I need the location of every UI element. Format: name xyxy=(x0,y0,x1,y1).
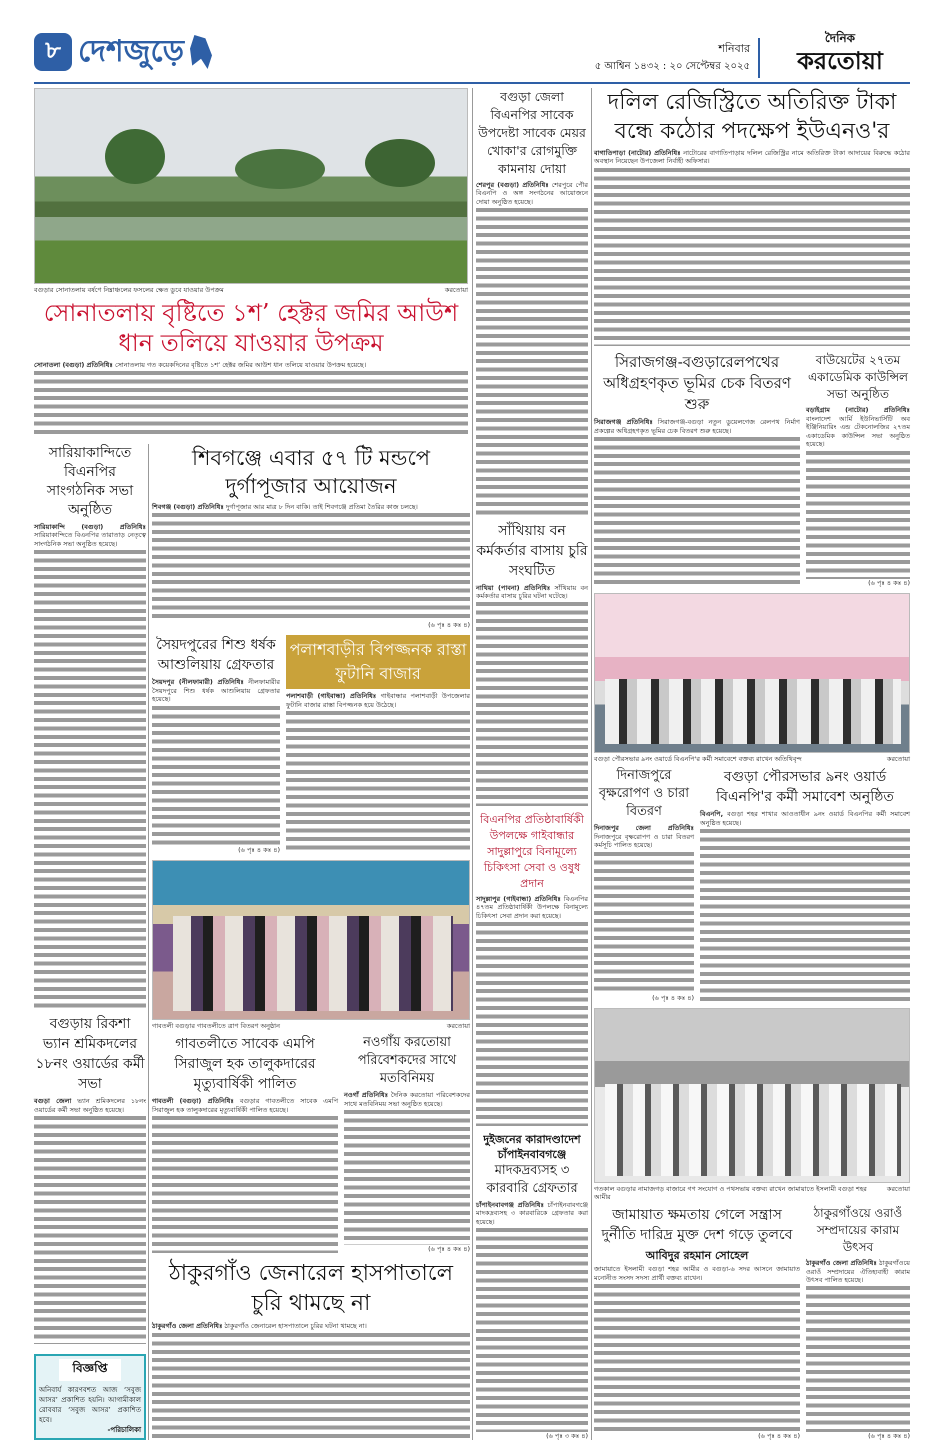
kicker: দুইজনের কারাদণ্ডাদেশ xyxy=(483,1132,581,1146)
headline: শিবগঞ্জে এবার ৫৭ টি মন্ডপে দুর্গাপূজার আয়োজন xyxy=(191,446,431,498)
article-body xyxy=(700,810,910,827)
article-text: নাটোরের বাগাতিপাড়ায় দলিল রেজিস্ট্রির নামে অতিরিক্ত টাকা আদায়ের বিরুদ্ধে কঠোর অবস্থান নিয়েছেন উপজেলা নির্বাহী অফিসার। xyxy=(594,149,910,166)
section-title: দেশজুড়ে xyxy=(78,33,184,69)
article-body xyxy=(476,181,588,206)
meeting-photo xyxy=(594,593,910,753)
headline: সাঁথিয়ায় বন কর্মকর্তার বাসায় চুরি সংঘটিত xyxy=(476,522,588,579)
article-body xyxy=(286,692,470,709)
continued: (৬ পৃঃ ৪ কঃ ৪) xyxy=(652,993,694,1002)
headline: বিএনপির প্রতিষ্ঠাবার্ষিকী উপলক্ষে গাইবান্ধার সাদুল্লাপুরে বিনামূল্যে চিকিৎসা সেবা ও ওষুধ প্রদান xyxy=(480,812,584,890)
headline: সারিয়াকান্দিতে বিএনপির সাংগঠনিক সভা অনুষ্ঠিত xyxy=(46,445,134,518)
headline: সৈয়দপুরের শিশু ধর্ষক আশুলিয়ায় গ্রেফতার xyxy=(156,637,276,674)
article-text: বগুড়া শহর শাখার আওতাধীন ৯নং ওয়ার্ড বিএনপির কর্মী সমাবেশ অনুষ্ঠিত হয়েছে। xyxy=(700,810,911,827)
article-text: বিএনপির ৪৭তম প্রতিষ্ঠাবার্ষিকী উপলক্ষে বিনামূল্যে চিকিৎসা সেবা প্রদান করা হয়েছে। xyxy=(476,894,588,920)
dateline: বড়াইগ্রাম (নাটোর) প্রতিনিধিঃ xyxy=(806,406,910,415)
dateline: সারিয়াকান্দি (বগুড়া) প্রতিনিধিঃ xyxy=(34,523,146,531)
article-body xyxy=(152,1097,338,1114)
article-text: চাঁপাইনবাবগঞ্জে মাদকদ্রব্যসহ ৩ কারবারিকে গ্রেফতার করা হয়েছে। xyxy=(476,1200,588,1226)
headline: বগুড়া জেলা বিএনপির সাবেক উপদেষ্টা সাবেক মেয়র খোকা'র রোগমুক্তি কামনায় দোয়া xyxy=(478,89,586,176)
article-body xyxy=(594,149,910,166)
article-text: শেরপুরে পৌর বিএনপি ও অঙ্গ সংগঠনের আয়োজনে দোয়া অনুষ্ঠিত হয়েছে। xyxy=(476,181,588,206)
continued: (৬ পৃঃ ৪ কঃ ৪) xyxy=(428,1244,470,1253)
headline: নওগাঁয় করতোয়া পরিবেশকদের সাথে মতবিনিময় xyxy=(357,1035,457,1087)
headline: বাউয়েটের ২৭তম একাডেমিক কাউন্সিল সভা অনুষ্ঠিত xyxy=(807,353,908,402)
headline: দলিল রেজিস্ট্রিতে অতিরিক্ত টাকা বন্ধে কঠোর পদক্ষেপ ইউএনও'র xyxy=(607,90,897,144)
rally-photo xyxy=(594,1008,910,1183)
article-body xyxy=(34,361,468,369)
paper-logo xyxy=(770,30,910,76)
dateline: বাগাতিপাড়া (নাটোর) প্রতিনিধিঃ xyxy=(594,149,681,157)
headline: গাবতলীতে সাবেক এমপি সিরাজুল হক তালুকদারের মৃত্যুবার্ষিকী পালিত xyxy=(174,1036,316,1093)
article-body xyxy=(476,895,588,920)
paper-logo-small: দৈনিক xyxy=(824,31,856,45)
dateline: চাঁপাইনবাবগঞ্জ প্রতিনিধিঃ xyxy=(476,1200,544,1209)
headline: বগুড়া পৌরসভার ৯নং ওয়ার্ড বিএনপি'র কর্মী সমাবেশ অনুষ্ঠিত xyxy=(716,769,894,806)
article-body xyxy=(594,824,694,849)
photo-credit: করতোয়া xyxy=(886,755,910,764)
notice-title: বিজ্ঞপ্তি xyxy=(59,1359,121,1381)
article-text: গাইবান্ধার পলাশবাড়ী উপজেলার ফুটানি বাজার রাস্তা বিপজ্জনক হয়ে উঠেছে। xyxy=(286,692,470,709)
article-body xyxy=(34,523,146,548)
section-logo xyxy=(34,30,212,74)
kicker: চাঁপাইনবাবগঞ্জে xyxy=(497,1147,567,1161)
dateline: দিনাজপুর জেলা প্রতিনিধিঃ xyxy=(594,824,694,833)
dateline: শিবগঞ্জ (বগুড়া) প্রতিনিধিঃ xyxy=(152,503,224,511)
article-body xyxy=(806,406,910,448)
article-text: সিরাজগঞ্জ-বগুড়া নতুন ডুয়েলগেজ রেলপথ নির্মাণ প্রকল্পের অধিগ্রহণকৃত ভূমির চেক বিতরণ শুরু হয়েছে। xyxy=(594,418,800,435)
photo-credit: করতোয়া xyxy=(446,1022,470,1031)
dateline: ঠাকুরগাঁও জেলা প্রতিনিধিঃ xyxy=(806,1259,877,1268)
column-rule xyxy=(148,444,149,1440)
headline: মাদকদ্রব্যসহ ৩ কারবারি গ্রেফতার xyxy=(486,1162,578,1196)
article-text: ঠাকুরগাঁও জেনারেল হাসপাতালে চুরির ঘটনা থামছে না। xyxy=(224,1322,367,1331)
article-text: বাংলাদেশ আর্মি ইউনিভার্সিটি অব ইঞ্জিনিয়ারিং এন্ড টেকনোলজির ২৭তম একাডেমিক কাউন্সিল সভা অনুষ্ঠিত হয়েছে। xyxy=(806,414,910,449)
dateline: সৈয়দপুর (নীলফামারী) প্রতিনিধিঃ xyxy=(152,678,244,687)
article-text: সোনাতলায় গত কয়েকদিনের বৃষ্টিতে ১শ’ হেক্টর জমির আউশ ধান তলিয়ে যাওয়ার উপক্রম হয়েছে। xyxy=(114,361,367,369)
headline-box: পলাশবাড়ীর বিপজ্জনক রাস্তা ফুটানি বাজার xyxy=(286,635,470,689)
bangladesh-map-icon xyxy=(190,35,212,69)
dateline: ঠাকুরগাঁও জেলা প্রতিনিধিঃ xyxy=(152,1322,223,1331)
dateline: বিএনপি, xyxy=(700,810,724,819)
paper-logo-big: করতোয়া xyxy=(797,47,883,75)
article-body xyxy=(344,1091,470,1108)
article-body xyxy=(152,678,280,703)
article-text: বগুড়ার গাবতলীতে সাবেক এমপি সিরাজুল হক তালুকদারের মৃত্যুবার্ষিকী পালিত হয়েছে। xyxy=(152,1097,339,1114)
continued: (৬ পৃঃ ৪ কঃ ৪) xyxy=(868,578,910,587)
dateline: বগুড়া জেলা xyxy=(34,1097,72,1106)
photo-credit: করতোয়া xyxy=(444,286,468,294)
continued: (৬ পৃঃ ৩ কঃ ৪) xyxy=(546,1431,588,1440)
headline: সোনাতলায় বৃষ্টিতে ১শ’ হেক্টর জমির আউশ ধান তলিয়ে যাওয়ার উপক্রম xyxy=(43,299,459,357)
article-body xyxy=(152,503,470,511)
article-body xyxy=(594,418,800,435)
photo-caption: বগুড়ার সোনাতলায় বর্ষণে নিম্নাঞ্চলের ফসলের ক্ষেত ডুবে যাওয়ার উপক্রম xyxy=(34,286,224,294)
photo-caption: গতকাল বগুড়ার নামাজগড় বাজারে গণ সংযোগ ও পথসভায় বক্তব্য রাখেন জামায়াতে ইসলামী বগুড়া শহর আমীর xyxy=(594,1185,867,1202)
article-body xyxy=(152,1322,470,1330)
flooded-field-photo xyxy=(34,88,468,284)
page-number-badge: ৮ xyxy=(34,33,72,71)
article-body xyxy=(476,584,588,601)
dateline: গাবতলী (বগুড়া) প্রতিনিধিঃ xyxy=(152,1097,234,1106)
continued: (৬ পৃঃ ৪ কঃ ৪) xyxy=(868,1431,910,1440)
divider xyxy=(758,38,760,78)
article-text: দুর্গাপূজার আর মাত্র ৮ দিন বাকি। তাই শিবগঞ্জে প্রতিমা তৈরির কাজ চলছে। xyxy=(225,503,418,511)
header-rule xyxy=(34,82,910,84)
headline: বগুড়ায় রিকশা ভ্যান শ্রমিকদলের ১৮নং ওয়ার্ডের কর্মী সভা xyxy=(35,1016,145,1093)
dateline: পলাশবাড়ী (গাইবান্ধা) প্রতিনিধিঃ xyxy=(286,692,377,701)
dateline: সাদুল্লাপুর (গাইবান্ধা) প্রতিনিধিঃ xyxy=(476,894,561,903)
article-text: দৈনিক করতোয়া পরিবেশকদের সাথে মতবিনিময় সভা অনুষ্ঠিত হয়েছে। xyxy=(344,1091,470,1108)
article-body xyxy=(476,1201,588,1226)
column-rule xyxy=(591,88,592,1440)
day: শনিবার xyxy=(718,42,750,55)
article-body xyxy=(806,1259,910,1284)
photo-credit: করতোয়া xyxy=(886,1185,910,1194)
dateline: সিরাজগঞ্জ প্রতিনিধিঃ xyxy=(594,418,653,427)
column-rule xyxy=(472,88,473,1440)
article-text: নীলফামারীর সৈয়দপুরে শিশু ধর্ষক আশুলিয়ায় গ্রেফতার হয়েছে। xyxy=(152,678,280,704)
continued: (৬ পৃঃ ৪ কঃ ৪) xyxy=(758,1431,800,1440)
article-text: দিনাজপুরে বৃক্ষরোপণ ও চারা বিতরণ কর্মসূচি পালিত হয়েছে। xyxy=(594,832,694,850)
notice-text: অনিবার্য কারণবশত আজ ‘সবুজ আসর’ প্রকাশিত হয়নি। আগামীকাল রোববার ‘সবুজ আসর’ প্রকাশিত হবে। xyxy=(39,1386,141,1424)
dateline: শেরপুর (বগুড়া) প্রতিনিধিঃ xyxy=(476,181,549,189)
photo-caption: বগুড়া পৌরসভার ৯নং ওয়ার্ডে বিএনপি'র কর্মী সমাবেশে বক্তব্য রাখেন অতিথিবৃন্দ xyxy=(594,755,802,764)
author: আবিদুর রহমান সোহেল xyxy=(645,1249,749,1263)
headline: ঠাকুরগাঁওয়ে ওরাওঁ সম্প্রদায়ের কারাম উৎসব xyxy=(813,1206,903,1255)
article-text: জামায়াতে ইসলামী বগুড়া শহর আমীর ও বগুড়া-৬ সদর আসনে জামায়াত মনোনীত সংসদ সদস্য প্রার্থী বক্তব্য রাখেন। xyxy=(594,1265,800,1282)
photo-caption: গাবতলী বগুড়ার গাবতলীতে ত্রাণ বিতরণ অনুষ্ঠান xyxy=(152,1022,280,1031)
notice-box xyxy=(34,1354,146,1440)
headline: দিনাজপুরে বৃক্ষরোপণ ও চারা বিতরণ xyxy=(598,768,690,820)
continued: (৬ পৃঃ ৪ কঃ ৪) xyxy=(428,620,470,629)
article-text: সাঁথিয়ায় বন কর্মকর্তার বাসায় চুরির ঘটনা ঘটেছে। xyxy=(476,583,588,600)
notice-sign: -পরিচালিকা xyxy=(107,1426,141,1434)
date: ৫ আশ্বিন ১৪৩২ : ২০ সেপ্টেম্বর ২০২৫ xyxy=(594,61,750,72)
dateline: নওগাঁ প্রতিনিধিঃ xyxy=(344,1091,389,1100)
dateline: সোনাতলা (বগুড়া) প্রতিনিধিঃ xyxy=(34,361,113,369)
dateline: নাথিয়া (পাবনা) প্রতিনিধিঃ xyxy=(476,583,551,592)
event-photo xyxy=(152,860,470,1020)
headline: জামায়াত ক্ষমতায় গেলে সন্ত্রাস দুর্নীতি দারিদ্র মুক্ত দেশ গড়ে তুলবে xyxy=(601,1207,793,1244)
headline: সিরাজগঞ্জ-বগুড়ারেলপথের অধিগ্রহণকৃত ভূমির চেক বিতরণ শুরু xyxy=(603,353,791,414)
continued: (৬ পৃঃ ৪ কঃ ৪) xyxy=(238,845,280,854)
headline: ঠাকুরগাঁও জেনারেল হাসপাতালে চুরি থামছে না xyxy=(169,1261,453,1317)
article-text: সারিয়াকান্দিতে বিএনপির তারাতাড় নেতৃত্বে সাংগঠনিক সভা অনুষ্ঠিত হয়েছে। xyxy=(34,531,146,548)
article-body xyxy=(34,1097,146,1114)
article-body xyxy=(594,1265,800,1282)
article-text: ভ্যান শ্রমিকদলের ১৮নং ওয়ার্ডের কর্মী সভা অনুষ্ঠিত হয়েছে। xyxy=(34,1097,146,1114)
article-text: ঠাকুরগাঁওয়ে ওরাওঁ সম্প্রদায়ের ঐতিহ্যবাহী কারাম উৎসব পালিত হয়েছে। xyxy=(806,1259,910,1284)
